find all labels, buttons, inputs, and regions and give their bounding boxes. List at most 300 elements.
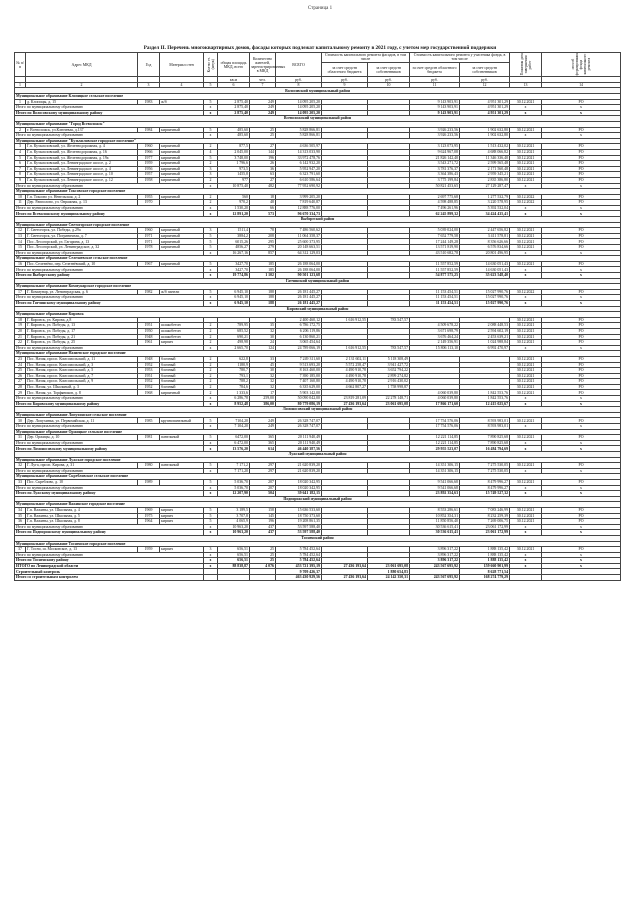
total-area: 6 472,00	[218, 440, 250, 446]
build-year: 1984	[138, 127, 160, 133]
col-index: 7	[250, 83, 276, 88]
regional-budget-cost: 1 616 912,55	[322, 317, 368, 323]
fund-method: РО	[542, 144, 621, 150]
fund-regional-cost: 3 543 271,72	[410, 161, 460, 167]
residents-count: 25	[250, 547, 276, 553]
planned-completion-date: 30.12.2021	[510, 384, 542, 390]
owners-cost: 1 880 654,83	[368, 569, 410, 575]
total-cost: 26 188 064,00	[276, 267, 322, 273]
floor-count: 5	[204, 513, 218, 519]
fund-method: x	[542, 491, 621, 497]
building-address: Пос. Назия, ул. Школьный, д. 3	[26, 384, 138, 390]
build-year: 1952	[138, 384, 160, 390]
build-year: 1975	[138, 513, 160, 519]
build-year: 1985	[138, 418, 160, 424]
row-number: 27	[15, 379, 26, 385]
total-cost: 9 513 693,20	[276, 362, 322, 368]
planned-completion-date: 30.12.2021	[510, 172, 542, 178]
floor-count: x	[204, 424, 218, 430]
total-area: 7 104,20	[218, 424, 250, 430]
col-index: 2	[26, 83, 138, 88]
building-address: Пос. Скреблово, д. 10	[26, 479, 138, 485]
owners-cost: 2 899 274,82	[368, 373, 410, 379]
row-number: 17	[15, 289, 26, 295]
fund-regional-cost: 3 926 233,56	[410, 133, 460, 139]
municipality-heading: Муниципальное образование Токсовское городское поселение	[15, 189, 621, 195]
row-number: 11	[15, 200, 26, 206]
total-area: 5 036,70	[218, 479, 250, 485]
building-address: д. Клопицы, д. 15	[26, 99, 138, 105]
total-cost: 14 095 205,20	[276, 99, 322, 105]
municipality-heading: Муниципальное образование Оржицкое сельское поселение	[15, 429, 621, 435]
fund-regional-cost: 11 153 454,51	[410, 289, 460, 295]
total-label: Итого по муниципальному образованию	[15, 345, 204, 351]
floor-count: 2	[204, 177, 218, 183]
col-method-label: способ формирования фонда капитального ремонта	[571, 53, 592, 76]
total-cost: 7 249 311,60	[276, 356, 322, 362]
fund-owners-cost: 15 027 990,76	[460, 300, 510, 306]
fund-owners-cost: 159 660 901,99	[460, 563, 510, 569]
total-cost: 19 208 861,35	[276, 519, 322, 525]
fund-owners-cost: 7 083 246,99	[460, 507, 510, 513]
fund-method	[542, 575, 621, 581]
owners-cost: 5 118 308,49	[368, 356, 410, 362]
fund-owners-cost: 2 594 602,19	[460, 328, 510, 334]
wall-material: кирпичный	[160, 228, 204, 234]
residents-count: 249	[250, 418, 276, 424]
total-label: Итого по муниципальному образованию	[15, 205, 204, 211]
fund-owners-cost: 7 275 530,05	[460, 463, 510, 469]
row-number: 13	[15, 233, 26, 239]
fund-method: РО	[542, 99, 621, 105]
fund-regional-cost: 7 496 261,96	[410, 205, 460, 211]
total-label: Итого по Всеволожскому муниципальному району	[15, 211, 204, 217]
fund-method: РО	[542, 373, 621, 379]
regional-budget-cost: 1 616 912,55	[322, 345, 368, 351]
fund-method: x	[542, 524, 621, 530]
wall-material: кирпичный	[160, 390, 204, 396]
floor-count: x	[204, 491, 218, 497]
residents-count: 25	[250, 558, 276, 564]
fund-method: x	[542, 396, 621, 402]
building-row	[15, 177, 621, 183]
build-year: 1978	[138, 245, 160, 251]
residents-count: 249	[250, 424, 276, 430]
floor-count: x	[204, 524, 218, 530]
fund-owners-cost: 1 842 553,76	[460, 390, 510, 396]
total-area: 7104,20	[218, 418, 250, 424]
wall-material: кирпичный	[160, 155, 204, 161]
building-address: Г.п. Кузьмоловский, ул. Железнодорожная, д. 16	[26, 149, 138, 155]
floor-count: 5	[204, 239, 218, 245]
fund-regional-cost: 43 510 682,78	[410, 250, 460, 256]
planned-completion-date: x	[510, 211, 542, 217]
total-cost: 3 065 454,64	[276, 340, 322, 346]
fund-method: x	[542, 205, 621, 211]
district-heading: Волосовский муниципальный район	[15, 88, 621, 94]
owners-cost: 24 142 350,31	[368, 575, 410, 581]
fund-owners-cost: 15 027 990,76	[460, 295, 510, 301]
wall-material: кирпич	[160, 519, 204, 525]
district-heading: Гатчинский муниципальный район	[15, 278, 621, 284]
total-cost: 14 313 033,90	[276, 149, 322, 155]
fund-method: РО	[542, 155, 621, 161]
build-year: 1971	[138, 239, 160, 245]
total-area: 12 207,90	[218, 491, 250, 497]
row-number: 12	[15, 228, 26, 234]
total-area: 1180,9	[218, 362, 250, 368]
total-area: 877,5	[218, 144, 250, 150]
fund-method: x	[542, 563, 621, 569]
total-area: 2 045,00	[218, 149, 250, 155]
floor-count: 3	[204, 228, 218, 234]
total-area: 5 036,70	[218, 485, 250, 491]
build-year: 1948	[138, 334, 160, 340]
residents-count: 207	[250, 479, 276, 485]
planned-completion-date: 30.12.2021	[510, 317, 542, 323]
page-label: Страница 1	[307, 6, 333, 11]
municipality-heading: Муниципальное образование Важинское городское поселение	[15, 502, 621, 508]
fund-regional-cost: 11 850 856,40	[410, 519, 460, 525]
residents-count: 207	[250, 485, 276, 491]
residents-count: 36	[250, 166, 276, 172]
municipality-heading: Муниципальное образование Тосненское городское поселение	[15, 541, 621, 547]
total-area: 10 875,40	[218, 183, 250, 189]
planned-completion-date: 30.12.2021	[510, 127, 542, 133]
fund-owners-cost: 15 749 527,32	[460, 491, 510, 497]
floor-count: 3	[204, 547, 218, 553]
residents-count: 185	[250, 267, 276, 273]
row-number: 7	[15, 166, 26, 172]
total-label: Итого по муниципальному образованию	[15, 267, 204, 273]
building-address: Г. Луга, просп. Кирова, д. 31	[26, 463, 138, 469]
row-number: 2	[15, 127, 26, 133]
residents-count: 45	[250, 362, 276, 368]
total-cost: 25 600 373,95	[276, 239, 322, 245]
total-area: 3884,2	[218, 233, 250, 239]
total-cost: 20 111 940,49	[276, 440, 322, 446]
residents-count: 482	[250, 183, 276, 189]
floor-count: 5	[204, 519, 218, 525]
residents-count: 365	[250, 435, 276, 441]
col-fund-group-header: Стоимость капитального ремонта у участника фонда, в том числе	[410, 53, 510, 63]
planned-completion-date: 30.12.2022	[510, 194, 542, 200]
header-row-main	[15, 53, 621, 63]
fund-method: РО	[542, 200, 621, 206]
col-area-header: общая площадь МКД, всего	[218, 53, 250, 77]
regional-budget-cost: 4 490 910,78	[322, 373, 368, 379]
fund-method: РО	[542, 261, 621, 267]
residents-count: 196	[250, 519, 276, 525]
floor-count: 2	[204, 323, 218, 329]
regional-budget-cost: 27 436 193,64	[322, 401, 368, 407]
fund-regional-cost: 3 775 199,84	[410, 177, 460, 183]
build-year: 1981	[138, 435, 160, 441]
total-cost: 26 181 445,27	[276, 295, 322, 301]
floor-count: x	[204, 345, 218, 351]
total-cost: 80 779 086,19	[276, 401, 322, 407]
floor-count: 2	[204, 362, 218, 368]
total-area: 88 838,87	[218, 563, 250, 569]
fund-method: x	[542, 401, 621, 407]
total-label: Итого по Подпорожскому муниципальному району	[15, 530, 204, 536]
fund-owners-cost: 1 888 135,42	[460, 547, 510, 553]
residents-count: 188	[250, 295, 276, 301]
planned-completion-date: x	[510, 524, 542, 530]
fund-method: x	[542, 440, 621, 446]
floor-count: x	[204, 205, 218, 211]
total-area: 7 171,2	[218, 463, 250, 469]
regional-budget-cost: 4 490 910,78	[322, 379, 368, 385]
fund-owners-cost: 14 630 051,43	[460, 267, 510, 273]
total-label: Итого по Выборгскому району	[15, 273, 204, 279]
fund-method: РО	[542, 384, 621, 390]
total-area: 793,1	[218, 373, 250, 379]
total-area: 977	[218, 177, 250, 183]
build-year: 1958	[138, 177, 160, 183]
residents-count: 30	[250, 334, 276, 340]
residents-count: 188	[250, 289, 276, 295]
fund-method: РО	[542, 194, 621, 200]
fund-owners-cost: 3 411 578,81	[460, 233, 510, 239]
owners-cost: 3 941 427,72	[368, 362, 410, 368]
col-address-header: Адрес МКД	[26, 53, 138, 77]
total-cost: 6 610 586,64	[276, 177, 322, 183]
fund-owners-cost: 2 453 639,21	[460, 334, 510, 340]
municipality-heading: Муниципальное образование Кировск	[15, 312, 621, 318]
fund-regional-cost: 11 153 454,51	[410, 300, 460, 306]
total-cost: 12 888 776,00	[276, 205, 322, 211]
municipality-heading: Муниципальное образование Скребловское сельское поселение	[15, 474, 621, 480]
total-cost: 21 620 839,20	[276, 463, 322, 469]
col-index: 13	[510, 83, 542, 88]
total-area: 12 891,20	[218, 211, 250, 217]
municipality-heading: Муниципальное образование "Город Всеволожск"	[15, 121, 621, 127]
col-number-header: № п/п	[15, 53, 26, 77]
total-area: 4 065,9	[218, 519, 250, 525]
build-year: 1960	[138, 144, 160, 150]
building-address: Г.п. Важины, ул. Школьная, д. 8	[26, 519, 138, 525]
col-regop-header: за счет средств областного бюджета	[410, 62, 460, 76]
residents-count: 259,00	[250, 396, 276, 402]
planned-completion-date: 30.12.2021	[510, 340, 542, 346]
residents-count: 614	[250, 446, 276, 452]
planned-completion-date: x	[510, 424, 542, 430]
building-address: Г.п. Кузьмоловский, ул. Ленинградское шоссе, д. 10	[26, 172, 138, 178]
total-cost: 6 786 172,75	[276, 323, 322, 329]
building-row	[15, 149, 621, 155]
total-area: 685,52	[218, 328, 250, 334]
fund-regional-cost: 8 553 286,61	[410, 507, 460, 513]
floor-count: 4	[204, 149, 218, 155]
residents-count: 66	[250, 205, 276, 211]
fund-owners-cost: 8 479 996,27	[460, 485, 510, 491]
total-area: 19 774,86	[218, 273, 250, 279]
col-owners-header: за счет средств собственников	[368, 62, 410, 76]
fund-owners-cost: 11 346 336,40	[460, 155, 510, 161]
residents-count: 124	[250, 345, 276, 351]
fund-owners-cost: 8 593 983,01	[460, 424, 510, 430]
build-year: 1982	[138, 289, 160, 295]
total-area: 1 530,20	[218, 205, 250, 211]
fund-owners-cost: 1 902 632,80	[460, 133, 510, 139]
fund-method: РО	[542, 323, 621, 329]
total-cost: 20 111 940,49	[276, 435, 322, 441]
planned-completion-date: 30.12.2021	[510, 418, 542, 424]
total-label: Итого по Ломоносовскому муниципальному району	[15, 446, 204, 452]
planned-completion-date: 30.12.2021	[510, 334, 542, 340]
planned-completion-date: x	[510, 468, 542, 474]
planned-completion-date: x	[510, 250, 542, 256]
total-cost: 53 597 588,40	[276, 524, 322, 530]
residents-count: 25	[250, 127, 276, 133]
total-cost: 14 095 205,20	[276, 110, 322, 116]
building-address: Г.п. Важины, ул. Школьная, д. 4	[26, 507, 138, 513]
total-cost: 3 999 205,20	[276, 194, 322, 200]
total-cost: 7 486 560,62	[276, 228, 322, 234]
fund-owners-cost: 27 129 287,47	[460, 183, 510, 189]
total-label: Итого по Кировскому муниципальному району	[15, 401, 204, 407]
col-residents-header: Количество жителей, зарегистрированных в МКД	[250, 53, 276, 77]
build-year: 1956	[138, 166, 160, 172]
planned-completion-date: x	[510, 396, 542, 402]
wall-material: кирпич	[160, 340, 204, 346]
fund-regional-cost: 3 926 233,56	[410, 127, 460, 133]
fund-method: x	[542, 250, 621, 256]
fund-method: РО	[542, 328, 621, 334]
residents-count: 857	[250, 250, 276, 256]
residents-count: 249	[250, 105, 276, 111]
planned-completion-date: 30.12.2021	[510, 435, 542, 441]
wall-material: кирпичный	[160, 233, 204, 239]
building-address: Г. Кировск, ул. Победы, д. 13	[26, 323, 138, 329]
fund-regional-cost: 3 896 317,22	[410, 558, 460, 564]
fund-regional-cost: 4 060 039,80	[410, 396, 460, 402]
fund-method: x	[542, 273, 621, 279]
col-index: 10	[368, 83, 410, 88]
fund-owners-cost: 4 688 066,82	[460, 149, 510, 155]
row-number: 8	[15, 172, 26, 178]
build-year: 1980	[138, 463, 160, 469]
build-year: 1951	[138, 323, 160, 329]
district-heading: Кировский муниципальный район	[15, 306, 621, 312]
floor-count: x	[204, 446, 218, 452]
fund-owners-cost: 2 835 386,80	[460, 177, 510, 183]
wall-material: блочный	[160, 379, 204, 385]
residents-count: 1 102	[250, 273, 276, 279]
total-cost: 5 784 452,64	[276, 547, 322, 553]
register-body	[15, 88, 621, 580]
total-cost: 7 390 185,00	[276, 373, 322, 379]
fund-regional-cost: 9 143 903,91	[410, 105, 460, 111]
build-year: 1970	[138, 200, 160, 206]
floor-count: x	[204, 530, 218, 536]
unit-rub: руб.	[410, 77, 460, 83]
total-cost: 26 328 747,07	[276, 418, 322, 424]
total-area: 498,98	[218, 340, 250, 346]
district-heading: Лужский муниципальный район	[15, 452, 621, 458]
planned-completion-date: 30.12.2021	[510, 177, 542, 183]
build-year: 1967	[138, 261, 160, 267]
building-address: Г. Тосно, ш. Московское, д. 13	[26, 547, 138, 553]
floor-count: x	[204, 558, 218, 564]
fund-owners-cost: 5 392 532,04	[460, 205, 510, 211]
fund-method: x	[542, 468, 621, 474]
fund-method: x	[542, 552, 621, 558]
fund-regional-cost: 9 624 967,08	[410, 149, 460, 155]
building-address: Пос. Лесогорский, ул. Ленинградское, д. 32	[26, 245, 138, 251]
row-number: 24	[15, 362, 26, 368]
planned-completion-date: 30.12.2021	[510, 328, 542, 334]
total-area: 788,2	[218, 379, 250, 385]
fund-method: РО	[542, 435, 621, 441]
owners-cost: 783 547,57	[368, 317, 410, 323]
fund-method: x	[542, 183, 621, 189]
planned-completion-date: x	[510, 558, 542, 564]
planned-completion-date: x	[510, 485, 542, 491]
residents-count: 32	[250, 379, 276, 385]
fund-method: РО	[542, 172, 621, 178]
building-address: Дер. Оржицы, д. 10	[26, 435, 138, 441]
planned-completion-date: x	[510, 273, 542, 279]
residents-count: 27	[250, 177, 276, 183]
regional-budget-cost: 23 819 281,09	[322, 396, 368, 402]
fund-regional-cost: 4 509 678,22	[410, 323, 460, 329]
total-area: 784,6	[218, 384, 250, 390]
total-cost: 11 064 358,37	[276, 233, 322, 239]
row-number: 3	[15, 144, 26, 150]
fund-regional-cost: 30 536 615,41	[410, 530, 460, 536]
fund-owners-cost: 1 902 632,80	[460, 127, 510, 133]
fund-method: РО	[542, 362, 621, 368]
floor-count: 3	[204, 166, 218, 172]
fund-regional-cost: 14 351 306,15	[410, 468, 460, 474]
row-number: 30	[15, 418, 26, 424]
total-cost: 50 090 042,00	[276, 396, 322, 402]
fund-regional-cost: 2 697 775,68	[410, 194, 460, 200]
total-cost: 20 148 663,51	[276, 245, 322, 251]
row-number: 37	[15, 547, 26, 553]
row-number: 18	[15, 317, 26, 323]
total-cost: 39 641 182,15	[276, 491, 322, 497]
build-year: 1969	[138, 507, 160, 513]
total-cost: 26 181 445,27	[276, 300, 322, 306]
build-year: 1952	[138, 379, 160, 385]
fund-method: x	[542, 446, 621, 452]
row-number: 26	[15, 373, 26, 379]
building-address: Г. Кировск, ул. Победы, д. 25	[26, 340, 138, 346]
fund-method: x	[542, 485, 621, 491]
build-year: 1964	[138, 519, 160, 525]
fund-owners-cost: 6 992 470,97	[460, 345, 510, 351]
col-index: 14	[542, 83, 621, 88]
total-label: Итого со строительным контролем	[15, 575, 204, 581]
fund-owners-cost: 1 024 988,84	[460, 340, 510, 346]
total-label: Итого по муниципальному образованию	[15, 440, 204, 446]
build-year: 1977	[138, 155, 160, 161]
register-sheet	[14, 52, 620, 581]
total-area: 16 267,16	[218, 250, 250, 256]
total-label: Итого по Тосненскому району	[15, 558, 204, 564]
fund-method: x	[542, 267, 621, 273]
residents-count: 386,00	[250, 401, 276, 407]
planned-completion-date: x	[510, 267, 542, 273]
floor-count: x	[204, 133, 218, 139]
fund-method: РО	[542, 289, 621, 295]
row-number: 31	[15, 435, 26, 441]
residents-count: 249	[250, 110, 276, 116]
regional-budget-cost: 4 662 807,27	[322, 384, 368, 390]
